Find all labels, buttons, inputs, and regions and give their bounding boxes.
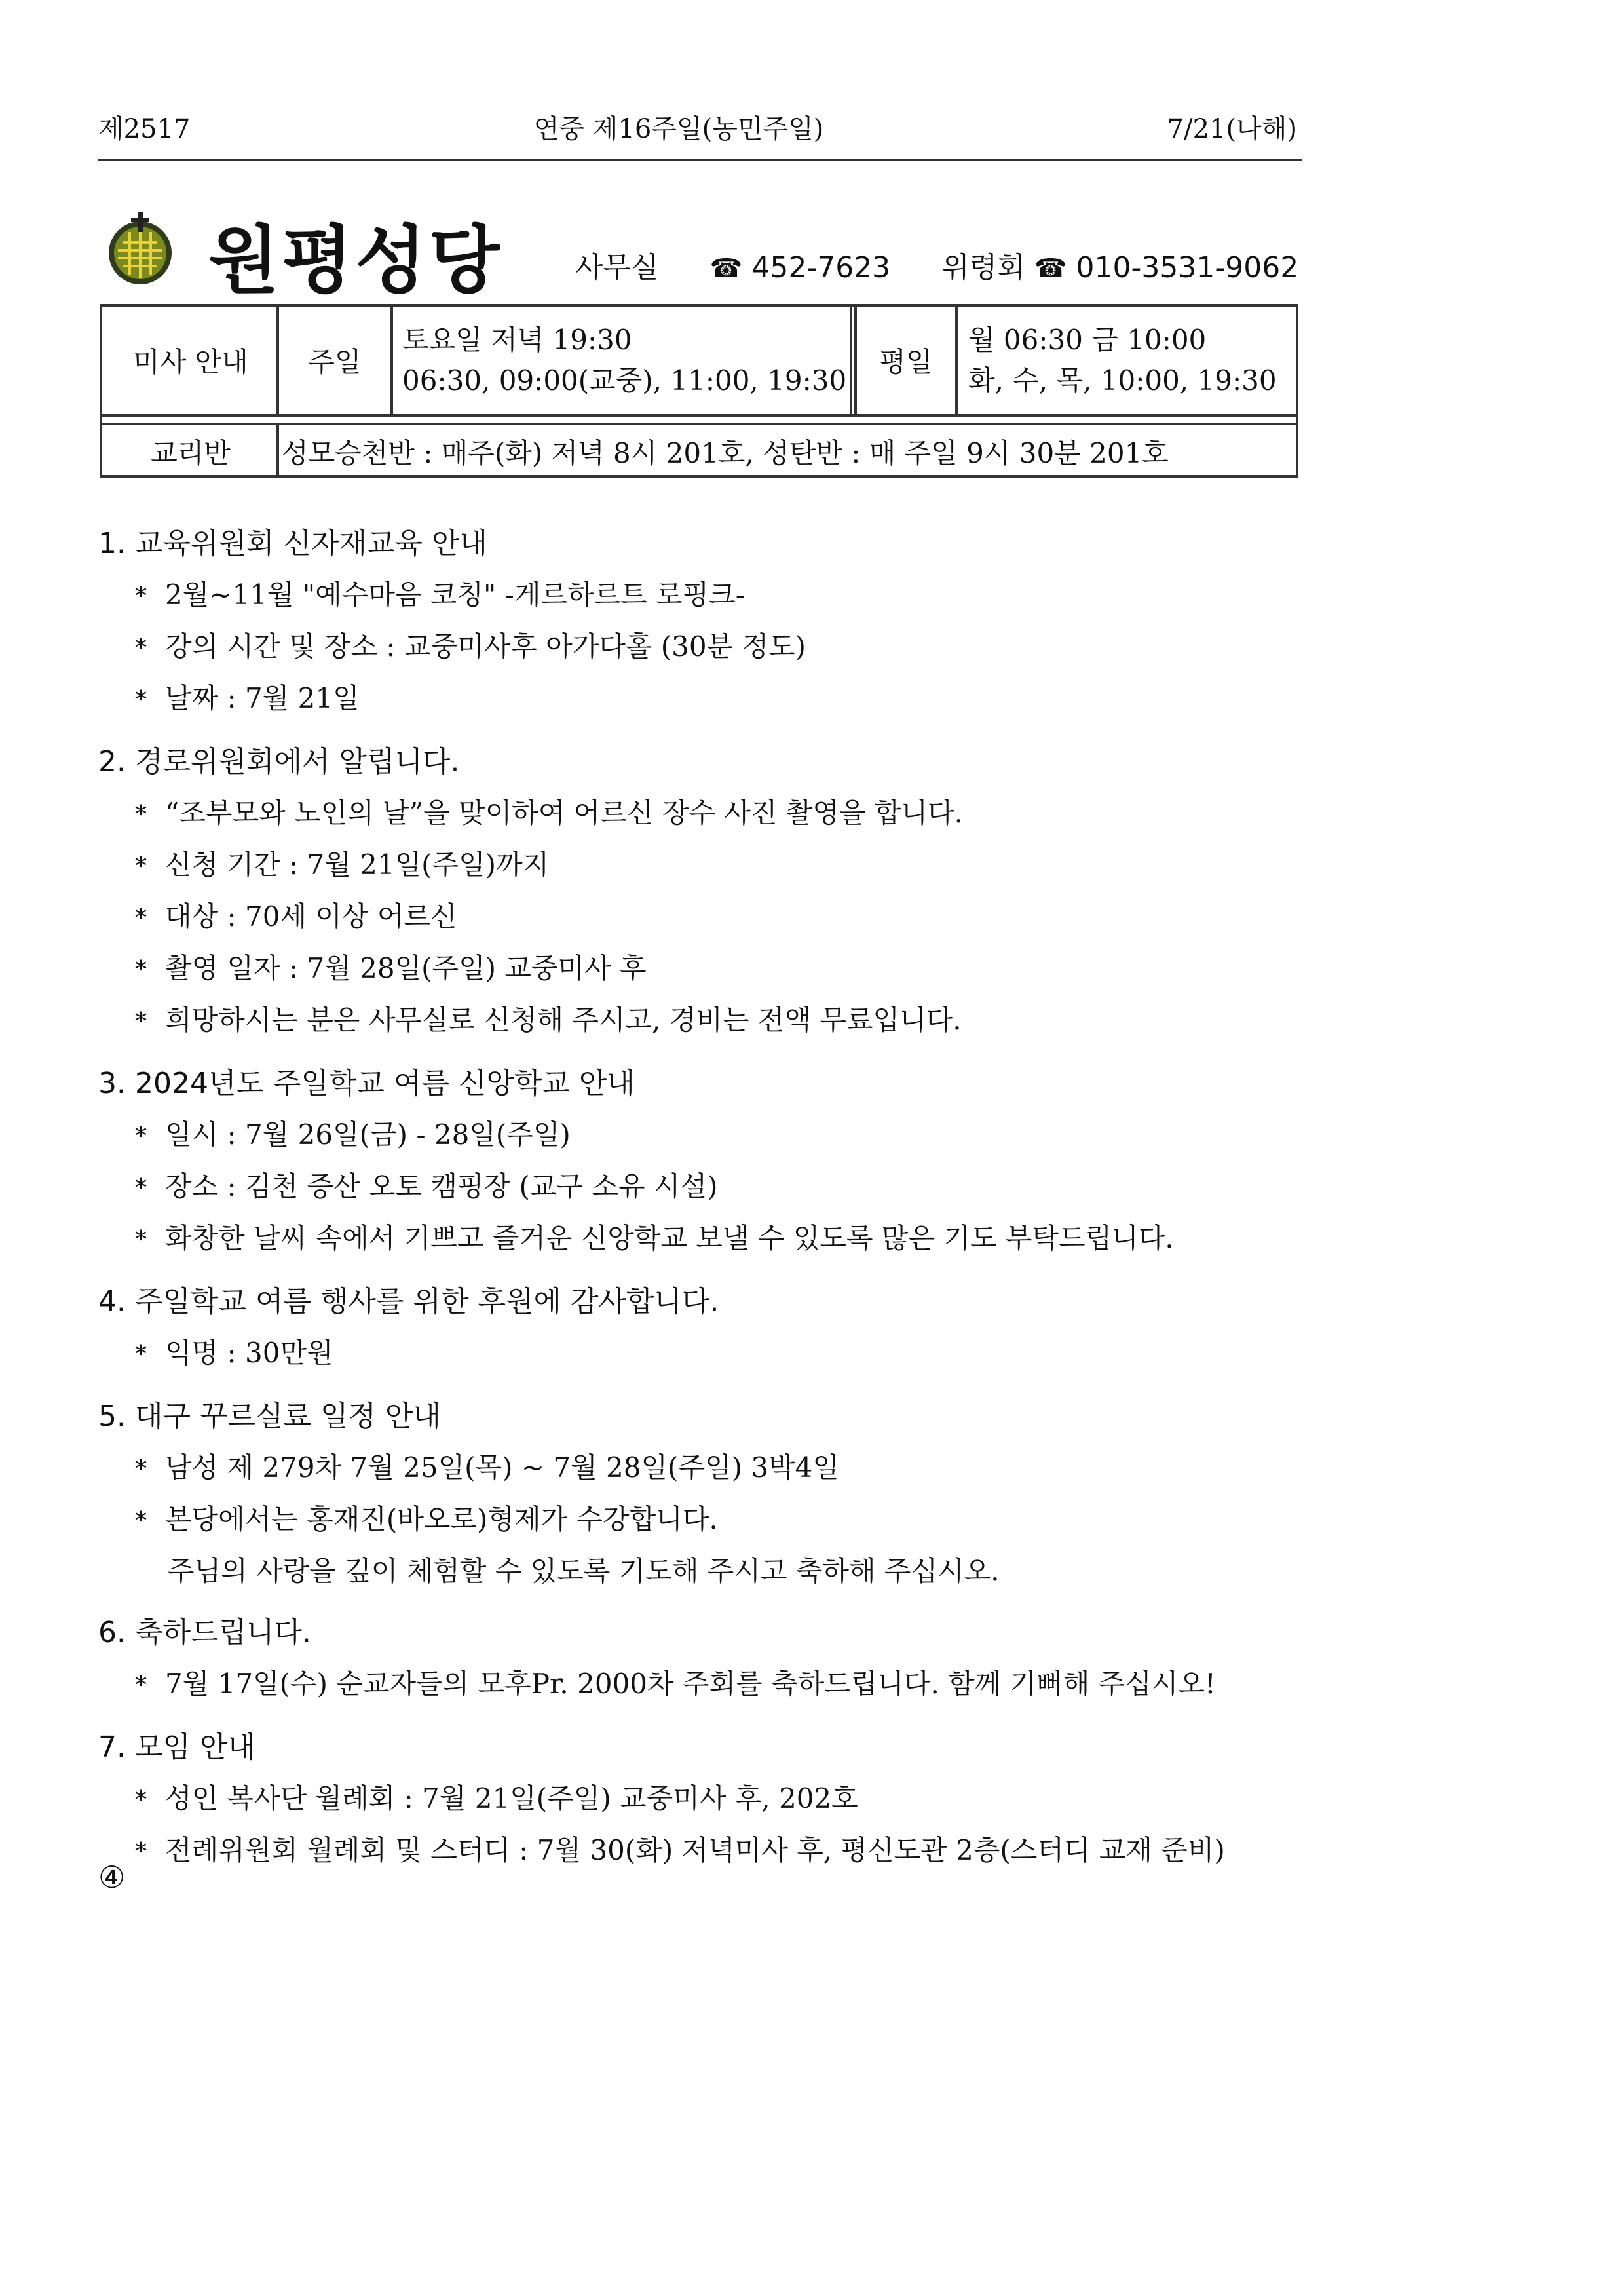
mass-label: 미사 안내 <box>133 346 248 378</box>
bullet-icon: * <box>135 905 147 932</box>
list-item: * 날짜 : 7월 21일 <box>98 674 1304 725</box>
list-item: * 신청 기간 : 7월 21일(주일)까지 <box>98 840 1304 892</box>
mass-schedule-table <box>100 304 1298 478</box>
list-item: * 7월 17일(수) 순교자들의 모후Pr. 2000차 주회를 축하드립니다. 함께 기뻐해 주십시오! <box>98 1659 1304 1711</box>
bullet-icon: * <box>135 1839 147 1866</box>
sunday-line-1: 토요일 저녁 19:30 <box>402 324 632 356</box>
header-divider <box>98 159 1302 161</box>
weekday-line-1: 월 06:30 금 10:00 <box>968 324 1207 356</box>
list-item: * 화창한 날씨 속에서 기쁘고 즐거운 신앙학교 보낼 수 있도록 많은 기도 부탁드립니다. <box>98 1214 1304 1265</box>
announcement-section <box>98 1721 1304 1877</box>
sunday-label: 주일 <box>308 346 362 378</box>
bullet-icon: * <box>135 801 147 828</box>
list-item: * 남성 제 279차 7월 25일(목) ~ 7월 28일(주일) 3박4일 <box>98 1443 1304 1495</box>
bullet-icon: * <box>135 853 147 880</box>
announcement-section <box>98 736 1304 1047</box>
list-item: * 2월~11월 "예수마음 코칭" -게르하르트 로핑크- <box>98 570 1304 622</box>
announcement-section <box>98 1390 1304 1596</box>
page-marker: ④ <box>98 1860 126 1895</box>
parish-name: 원평성당 <box>208 218 502 303</box>
sunday-times <box>402 307 852 414</box>
list-item-continuation: 주님의 사랑을 깊이 체험할 수 있도록 기도해 주시고 축하해 주십시오. <box>168 1555 1000 1587</box>
section-title: 4. 주일학교 여름 행사를 위한 후원에 감사합니다. <box>98 1285 719 1318</box>
section-title: 3. 2024년도 주일학교 여름 신앙학교 안내 <box>98 1067 635 1100</box>
bullet-icon: * <box>135 1672 147 1699</box>
bullet-icon: * <box>135 583 147 610</box>
office-phone: 452-7623 <box>751 251 891 284</box>
list-item: * 촬영 일자 : 7월 28일(주일) 교중미사 후 <box>98 944 1304 995</box>
section-title: 1. 교육위원회 신자재교육 안내 <box>98 527 487 560</box>
announcement-section <box>98 1607 1304 1711</box>
phone-icon: ☎ <box>709 254 743 284</box>
list-item: * 본당에서는 홍재진(바오로)형제가 수강합니다. <box>98 1495 1304 1546</box>
bullet-icon: * <box>135 1227 147 1253</box>
bullet-icon: * <box>135 957 147 984</box>
section-title: 6. 축하드립니다. <box>98 1616 311 1649</box>
announcement-section <box>98 518 1304 725</box>
section-title: 5. 대구 꾸르실료 일정 안내 <box>98 1400 441 1433</box>
office-label: 사무실 <box>575 251 659 284</box>
committee-phone: 010-3531-9062 <box>1076 251 1299 284</box>
bullet-icon: * <box>135 635 147 662</box>
bullet-icon: * <box>135 1008 147 1035</box>
list-item: * 대상 : 70세 이상 어르신 <box>98 892 1304 944</box>
list-item: * 익명 : 30만원 <box>98 1328 1304 1380</box>
bullet-icon: * <box>135 1123 147 1150</box>
bullet-icon: * <box>135 1175 147 1202</box>
catechism-label: 교리반 <box>151 437 231 469</box>
bullet-icon: * <box>135 1508 147 1535</box>
announcement-section <box>98 1276 1304 1380</box>
weekday-line-2: 화, 수, 목, 10:00, 19:30 <box>968 364 1277 396</box>
committee-label: 위령회 <box>941 251 1025 284</box>
bulletin-date: 7/21(나해) <box>1167 114 1297 144</box>
list-item: * 장소 : 김천 증산 오토 캠핑장 (교구 소유 시설) <box>98 1162 1304 1214</box>
sunday-line-2: 06:30, 09:00(교중), 11:00, 19:30 <box>402 364 847 396</box>
weekday-times <box>968 307 1296 414</box>
bullet-icon: * <box>135 687 147 714</box>
section-title: 7. 모임 안내 <box>98 1731 255 1764</box>
list-item: * 전례위원회 월례회 및 스터디 : 7월 30(화) 저녁미사 후, 평신도관 2층(스터디 교재 준비) <box>98 1826 1304 1877</box>
bullet-icon: * <box>135 1341 147 1368</box>
parish-logo-icon <box>104 212 177 286</box>
liturgical-week: 연중 제16주일(농민주일) <box>533 114 824 144</box>
phone-icon: ☎ <box>1034 254 1067 284</box>
announcements <box>98 518 1304 1888</box>
catechism-text: 성모승천반 : 매주(화) 저녁 8시 201호, 성탄반 : 매 주일 9시 30분 201호 <box>282 437 1169 469</box>
bullet-icon: * <box>135 1787 147 1814</box>
weekday-label: 평일 <box>879 346 933 378</box>
list-item: * 일시 : 7월 26일(금) - 28일(주일) <box>98 1110 1304 1162</box>
issue-number: 제2517 <box>98 114 191 144</box>
parish-title-row <box>104 197 1309 303</box>
section-title: 2. 경로위원회에서 알립니다. <box>98 745 460 778</box>
contact-info <box>575 244 1298 286</box>
list-item: * 희망하시는 분은 사무실로 신청해 주시고, 경비는 전액 무료입니다. <box>98 995 1304 1047</box>
bulletin-header <box>98 108 1297 145</box>
list-item: * 강의 시간 및 장소 : 교중미사후 아가다홀 (30분 정도) <box>98 622 1304 674</box>
announcement-section <box>98 1058 1304 1265</box>
list-item: * 성인 복사단 월례회 : 7월 21일(주일) 교중미사 후, 202호 <box>98 1774 1304 1826</box>
list-item: * “조부모와 노인의 날”을 맞이하여 어르신 장수 사진 촬영을 합니다. <box>98 788 1304 840</box>
bullet-icon: * <box>135 1456 147 1483</box>
